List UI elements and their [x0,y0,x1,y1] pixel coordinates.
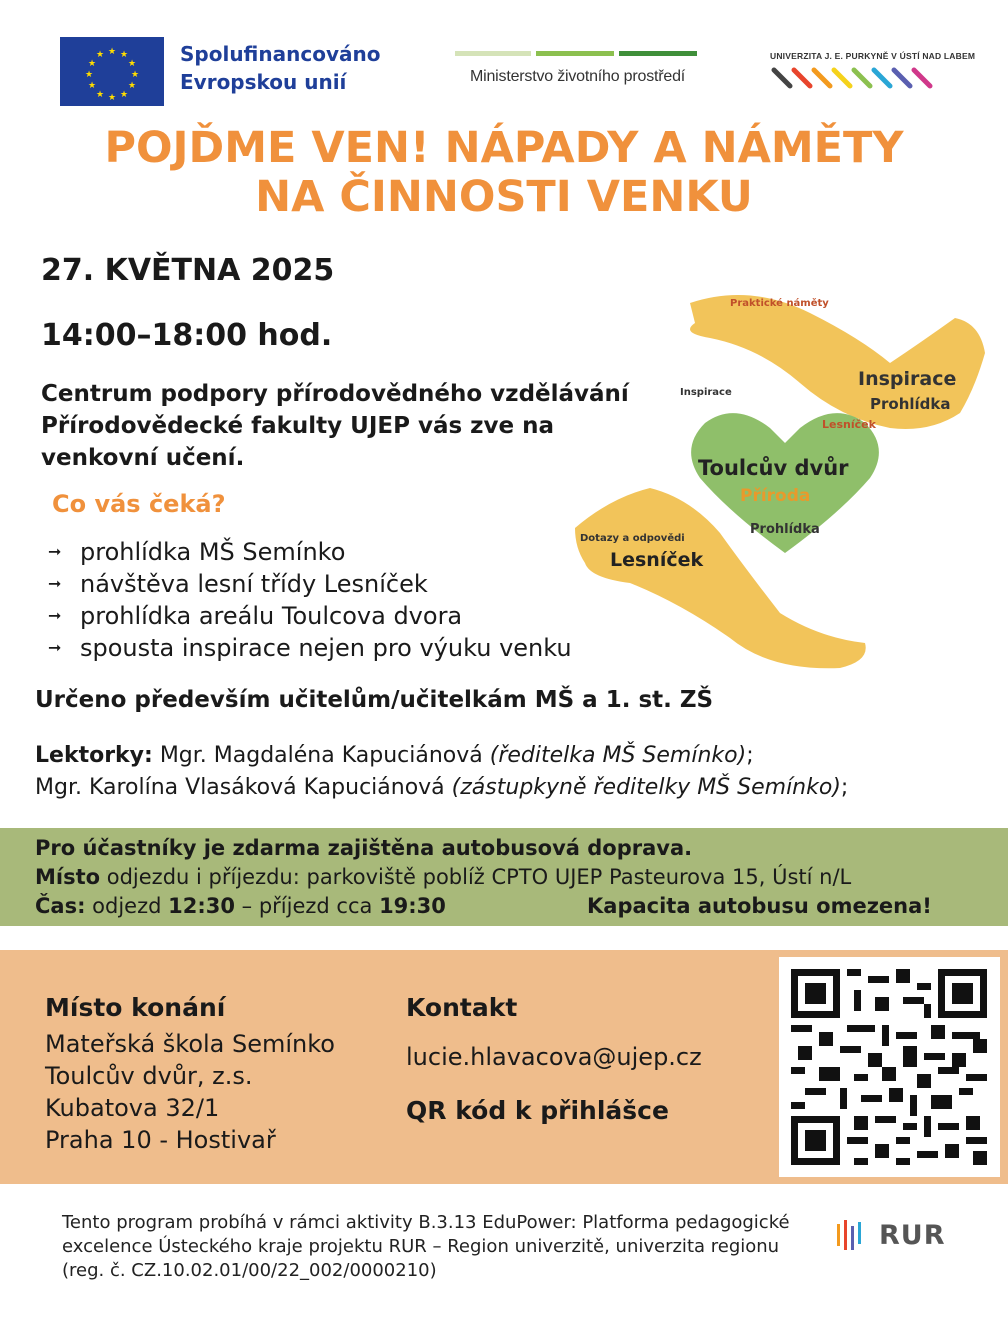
list-item [48,568,572,600]
lecturer-2-end: ; [840,775,849,800]
program-list [48,536,572,664]
transport-time [35,894,446,918]
venue-line: Toulcův dvůr, z.s. [45,1062,253,1090]
intro-line-1: Centrum podpory přírodovědného vzdělávání [41,381,629,407]
title-line-1: POJĎME VEN! NÁPADY A NÁMĚTY [104,123,904,173]
place-text: odjezdu i příjezdu: parkoviště poblíž CPTO UJEP Pasteurova 15, Ústí n/L [100,865,852,889]
lecturers [35,740,1005,804]
arrow-icon: ➞ [48,574,62,593]
list-item [48,536,572,568]
word-2: Inspirace [858,368,957,390]
capacity-notice: Kapacita autobusu omezena! [587,894,932,918]
list-item-label: prohlídka areálu Toulcova dvora [80,602,463,630]
ministry-logo-lines [455,51,697,57]
time-text-2: – příjezd cca [234,894,380,918]
venue-line: Kubatova 32/1 [45,1094,220,1122]
word-3: Prohlídka [870,395,951,413]
eu-cofinanced-text [180,40,380,96]
depart-time: 12:30 [168,894,235,918]
list-item [48,632,572,664]
venue-line: Mateřská škola Semínko [45,1030,335,1058]
svg-text:★: ★ [130,70,140,80]
list-item-label: spousta inspirace nejen pro výuku venku [80,634,572,662]
arrow-icon: ➞ [48,638,62,657]
program-heading: Co vás čeká? [52,490,226,518]
lecturers-label: Lektorky: [35,743,153,768]
lecturer-2-name: Mgr. Karolína Vlasáková Kapuciánová [35,775,452,800]
rur-label: RUR [879,1219,946,1251]
lecturer-2-role: (zástupkyně ředitelky MŠ Semínko) [451,775,841,800]
word-10: Lesníček [610,549,704,571]
svg-text:★: ★ [127,81,137,91]
title-line-2: NA ČINNOSTI VENKU [255,172,753,222]
university-logo-stripes [770,62,942,92]
venue-band [0,950,1008,1184]
target-audience: Určeno především učitelům/učitelkám MŠ a 1. st. ZŠ [35,687,714,713]
word-4: Lesníček [822,418,876,431]
venue-heading: Místo konání [45,993,226,1022]
rur-bars-icon [835,1218,865,1252]
word-1: Praktické náměty [730,298,829,309]
university-name: UNIVERZITA J. E. PURKYNĚ V ÚSTÍ NAD LABEM [770,51,976,61]
transport-place [35,865,851,889]
time-text-1: odjezd [85,894,169,918]
svg-text:★: ★ [95,50,105,60]
word-5: Toulcův dvůr [698,456,849,480]
word-8: Inspirace [680,387,732,398]
qr-label: QR kód k přihlášce [406,1096,669,1125]
registration-qr-code[interactable] [779,957,1000,1177]
venue-address [45,1028,335,1156]
rur-logo [835,1218,946,1252]
eu-flag-logo [60,37,164,106]
eu-line-2: Evropskou unií [180,70,347,94]
venue-line: Praha 10 - Hostivař [45,1126,276,1154]
lecturer-line-2 [35,772,1005,804]
svg-text:★: ★ [107,47,117,57]
list-item [48,600,572,632]
intro-line-2: Přírodovědecké fakulty UJEP vás zve na [41,413,555,439]
svg-text:★: ★ [87,81,97,91]
lecturer-1-end: ; [746,743,754,768]
contact-email-link[interactable]: lucie.hlavacova@ujep.cz [406,1043,702,1071]
transport-info: Pro účastníky je zdarma zajištěna autobusová doprava. [35,836,693,860]
eu-line-1: Spolufinancováno [180,42,381,66]
hands-heart-wordcloud-image [570,283,995,673]
place-label: Místo [35,865,101,889]
page-title [0,124,1008,222]
contact-heading: Kontakt [406,993,518,1022]
footer-note: Tento program probíhá v rámci aktivity B.3.13 EduPower: Platforma pedagogické excelence Ústeckého kraje projektu RUR – Region univerzitě, univerzita regionu (reg. č. CZ.10.02.01/00/22_002/0000210) [62,1212,790,1281]
svg-text:★: ★ [107,93,117,103]
transport-band [0,828,1008,926]
intro-line-3: venkovní učení. [41,445,245,471]
event-time: 14:00–18:00 hod. [41,318,333,353]
time-label: Čas: [35,894,86,918]
word-6: Příroda [740,486,811,506]
arrow-icon: ➞ [48,606,62,625]
arrive-time: 19:30 [379,894,446,918]
word-7: Dotazy a odpovědi [580,533,685,544]
svg-text:★: ★ [84,70,94,80]
event-date: 27. KVĚTNA 2025 [41,253,335,288]
list-item-label: návštěva lesní třídy Lesníček [80,570,428,598]
svg-text:★: ★ [119,50,129,60]
ministry-name: Ministerstvo životního prostředí [470,68,686,85]
arrow-icon: ➞ [48,542,62,561]
svg-text:★: ★ [95,90,105,100]
svg-text:★: ★ [127,59,137,69]
lecturer-line-1 [35,740,1005,772]
lecturer-1-role: (ředitelka MŠ Semínko) [489,743,747,768]
lecturer-1-name: Mgr. Magdaléna Kapuciánová [152,743,490,768]
svg-text:★: ★ [119,90,129,100]
list-item-label: prohlídka MŠ Semínko [80,538,346,566]
svg-text:★: ★ [87,59,97,69]
word-9: Prohlídka [750,522,820,537]
